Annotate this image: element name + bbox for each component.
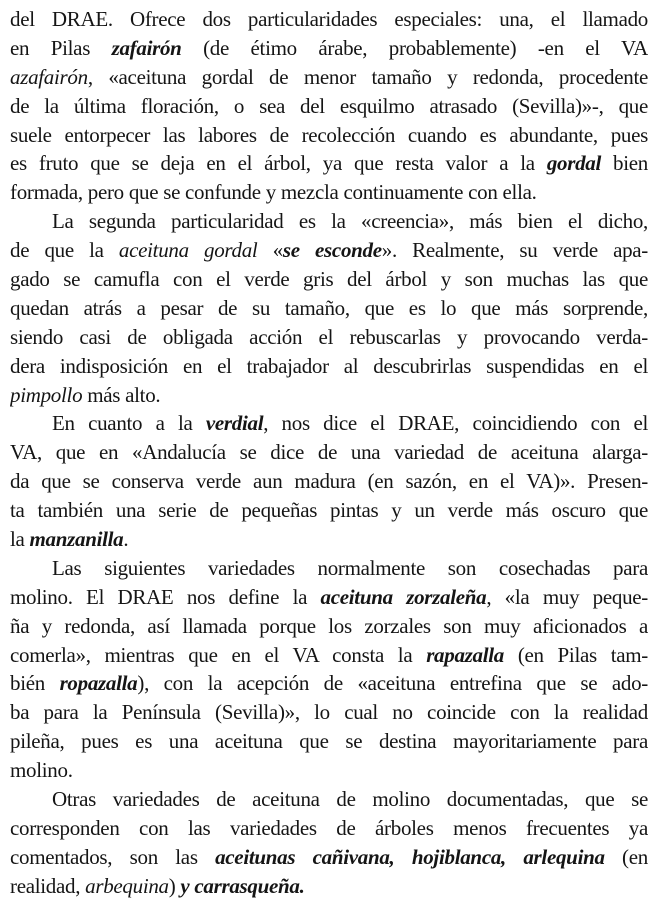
italic-text: arbequina bbox=[85, 873, 169, 898]
text-line bbox=[10, 612, 648, 641]
text-line bbox=[10, 843, 648, 872]
regular-text: de que la bbox=[10, 238, 119, 263]
text-line bbox=[10, 554, 648, 583]
regular-text: en Pilas bbox=[10, 35, 112, 60]
regular-text: Las siguientes variedades normalmente son cosechadas para bbox=[52, 555, 648, 580]
regular-text: (de étimo árabe, probablemente) -en el VA bbox=[181, 35, 648, 60]
regular-text: Otras variedades de aceituna de molino documentadas, que se bbox=[52, 787, 648, 812]
regular-text: La segunda particularidad es la «creencia», más bien el dicho, bbox=[52, 209, 648, 234]
regular-text: bien bbox=[601, 151, 648, 176]
regular-text: da que se conserva verde aun madura (en sazón, en el VA)». Presen- bbox=[10, 469, 648, 494]
text-line bbox=[10, 669, 648, 698]
regular-text: VA, que en «Andalucía se dice de una variedad de aceituna alarga- bbox=[10, 440, 648, 465]
text-line bbox=[10, 785, 648, 814]
regular-text: bién bbox=[10, 671, 60, 696]
text-line bbox=[10, 872, 648, 901]
text-line bbox=[10, 236, 648, 265]
regular-text: ) bbox=[168, 873, 181, 898]
text-line bbox=[10, 34, 648, 63]
regular-text: , «aceituna gordal de menor tamaño y redonda, procedente bbox=[87, 64, 648, 89]
regular-text: , nos dice el DRAE, coincidiendo con el bbox=[263, 411, 648, 436]
regular-text: es fruto que se deja en el árbol, ya que resta valor a la bbox=[10, 151, 547, 176]
text-line bbox=[10, 265, 648, 294]
regular-text: comerla», mientras que en el VA consta la bbox=[10, 642, 427, 667]
regular-text: (en bbox=[604, 844, 648, 869]
regular-text: En cuanto a la bbox=[52, 411, 206, 436]
text-line bbox=[10, 583, 648, 612]
bold-italic-text: zafairón bbox=[111, 35, 182, 60]
regular-text: ña y redonda, así llamada porque los zorzales son muy aficionados a bbox=[10, 613, 648, 638]
text-line bbox=[10, 63, 648, 92]
regular-text: del DRAE. Ofrece dos particularidades especiales: una, el llamado bbox=[10, 7, 648, 31]
regular-text: ba para la Península (Sevilla)», lo cual no coincide con la realidad bbox=[10, 700, 648, 725]
regular-text: molino. bbox=[10, 758, 73, 783]
regular-text: realidad, bbox=[10, 873, 86, 898]
text-line bbox=[10, 121, 648, 150]
text-line bbox=[10, 294, 648, 323]
italic-text: azafairón bbox=[10, 64, 88, 89]
regular-text: suele entorpecer las labores de recolección cuando es abundante, pues bbox=[10, 122, 648, 147]
text-line bbox=[10, 438, 648, 467]
text-line bbox=[10, 727, 648, 756]
bold-italic-text: ropazalla bbox=[59, 671, 138, 696]
text-line bbox=[10, 409, 648, 438]
text-line bbox=[10, 352, 648, 381]
bold-italic-text: aceitunas cañivana, hojiblanca, arlequina bbox=[215, 844, 605, 869]
regular-text: de la última floración, o sea del esquilmo atrasado (Sevilla)»-, que bbox=[10, 93, 648, 118]
regular-text: « bbox=[257, 238, 283, 263]
text-line bbox=[10, 756, 648, 785]
regular-text: siendo casi de obligada acción el rebuscarlas y provocando verda- bbox=[10, 324, 648, 349]
bold-italic-text: y carrasqueña. bbox=[180, 873, 305, 898]
regular-text: pileña, pues es una aceituna que se destina mayoritariamente para bbox=[10, 729, 648, 754]
regular-text: formada, pero que se confunde y mezcla continuamente con ella. bbox=[10, 180, 537, 205]
bold-italic-text: manzanilla bbox=[29, 527, 124, 552]
bold-italic-text: gordal bbox=[546, 151, 602, 176]
regular-text: ta también una serie de pequeñas pintas y un verde más oscuro que bbox=[10, 498, 648, 523]
regular-text: ». Realmente, su verde apa- bbox=[381, 238, 648, 263]
regular-text: corresponden con las variedades de árboles menos frecuentes ya bbox=[10, 815, 648, 840]
text-line bbox=[10, 496, 648, 525]
regular-text: más alto. bbox=[82, 382, 161, 407]
regular-text: comentados, son las bbox=[10, 844, 216, 869]
text-line bbox=[10, 467, 648, 496]
regular-text: ), con la acepción de «aceituna entrefina que se ado- bbox=[137, 671, 648, 696]
body-text bbox=[10, 5, 648, 901]
bold-italic-text: se esconde bbox=[282, 238, 382, 263]
text-line bbox=[10, 698, 648, 727]
bold-italic-text: verdial bbox=[205, 411, 264, 436]
text-line bbox=[10, 5, 648, 34]
bold-italic-text: aceituna zorzaleña bbox=[320, 584, 487, 609]
text-line bbox=[10, 323, 648, 352]
regular-text: la bbox=[10, 527, 30, 552]
regular-text: , «la muy peque- bbox=[486, 584, 648, 609]
regular-text: gado se camufla con el verde gris del árbol y son muchas las que bbox=[10, 267, 648, 292]
text-line bbox=[10, 381, 648, 410]
italic-text: pimpollo bbox=[10, 382, 83, 407]
text-line bbox=[10, 207, 648, 236]
regular-text: . bbox=[123, 527, 129, 552]
regular-text: quedan atrás a pesar de su tamaño, que es lo que más sorprende, bbox=[10, 295, 648, 320]
italic-text: aceituna gordal bbox=[118, 238, 258, 263]
text-line bbox=[10, 92, 648, 121]
regular-text: dera indisposición en el trabajador al descubrirlas suspendidas en el bbox=[10, 353, 648, 378]
text-line bbox=[10, 814, 648, 843]
regular-text: (en Pilas tam- bbox=[504, 642, 648, 667]
text-line bbox=[10, 525, 648, 554]
regular-text: molino. El DRAE nos define la bbox=[10, 584, 321, 609]
text-line bbox=[10, 149, 648, 178]
bold-italic-text: rapazalla bbox=[426, 642, 505, 667]
text-line bbox=[10, 178, 648, 207]
text-line bbox=[10, 641, 648, 670]
